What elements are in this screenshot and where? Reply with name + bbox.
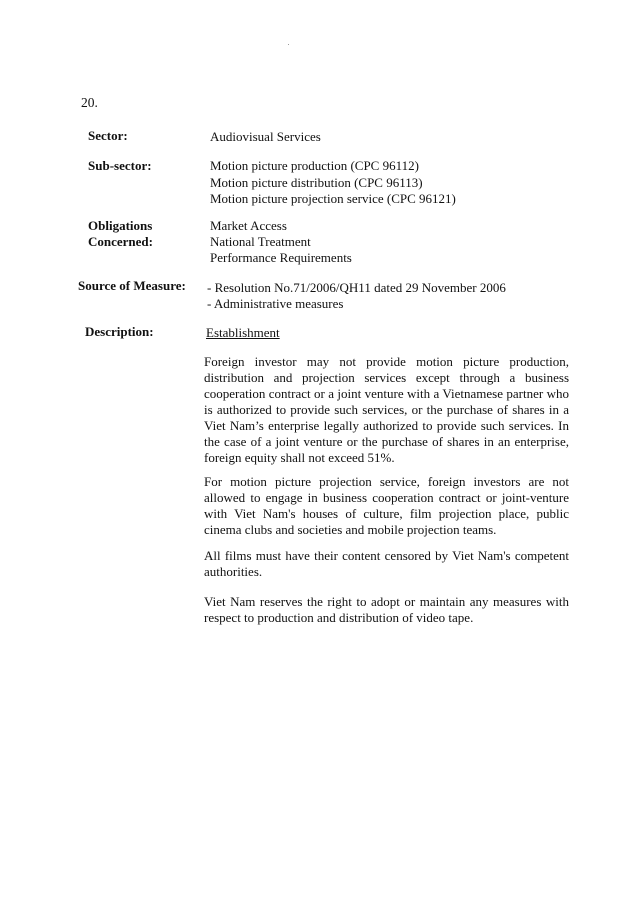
sub-sector-item: Motion picture production (CPC 96112) (210, 158, 419, 173)
description-paragraph-3: All films must have their content censored by Viet Nam's competent authorities. (204, 548, 569, 579)
description-label: Description: (85, 324, 154, 339)
scan-speck (288, 44, 289, 45)
source-list (207, 280, 506, 312)
establishment-heading: Establishment (206, 325, 280, 340)
description-paragraph-2: For motion picture projection service, foreign investors are not allowed to engage in business cooperation contract or joint-venture with Viet Nam's houses of culture, film projection place, public cinema clubs and societies and mobile projection teams. (204, 474, 569, 537)
obligation-item: National Treatment (210, 234, 311, 249)
sub-sector-item: Motion picture projection service (CPC 96121) (210, 191, 456, 206)
sector-label: Sector: (88, 128, 128, 143)
sub-sector-list (210, 158, 456, 208)
source-item: - Resolution No.71/2006/QH11 dated 29 November 2006 (207, 280, 506, 295)
description-paragraph-1: Foreign investor may not provide motion picture production, distribution and projection services except through a business cooperation contract or a joint venture with a Vietnamese partner who is authorized to provide such services, or the purchase of shares in a Viet Nam’s enterprise legally authorized to provide such services. In the case of a joint venture or the purchase of shares in an enterprise, foreign equity shall not exceed 51%. (204, 354, 569, 465)
sector-value (210, 129, 321, 145)
obligations-list (210, 218, 352, 266)
sub-sector-label: Sub-sector: (88, 158, 152, 173)
entry-number: 20. (81, 95, 98, 110)
sector-value-text: Audiovisual Services (210, 129, 321, 144)
source-item: - Administrative measures (207, 296, 344, 311)
obligations-label-line2: Concerned: (88, 234, 153, 249)
obligation-item: Market Access (210, 218, 287, 233)
obligations-label (88, 218, 153, 250)
obligation-item: Performance Requirements (210, 250, 352, 265)
obligations-label-line1: Obligations (88, 218, 153, 233)
source-label: Source of Measure: (78, 278, 186, 293)
description-paragraph-4: Viet Nam reserves the right to adopt or maintain any measures with respect to production and distribution of video tape. (204, 594, 569, 625)
sub-sector-item: Motion picture distribution (CPC 96113) (210, 174, 423, 190)
